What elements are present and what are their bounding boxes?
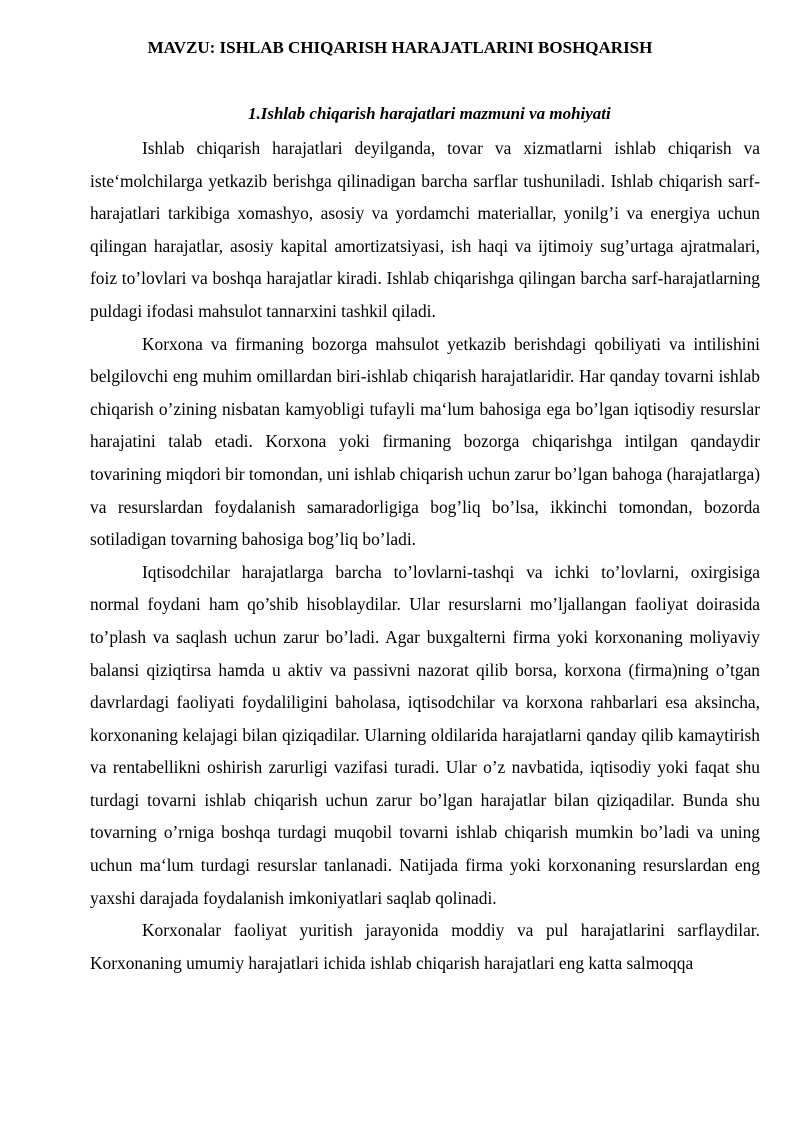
paragraph: Korxona va firmaning bozorga mahsulot yetkazib berishdagi qobiliyati va intilishini belgilovchi eng muhim omillardan biri-ishlab chiqarish harajatlaridir. Har qanday tovarni ishlab chiqarish o’zining nisbatan kamyobligi tufayli ma‘lum bahosiga ega bo’lgan iqtisodiy resurslar harajatini talab etadi. Korxona yoki firmaning bozorga chiqarishga intilgan qandaydir tovarining miqdori bir tomondan, uni ishlab chiqarish uchun zarur bo’lgan bahoga (harajatlarga) va resurslardan foydalanish samaradorligiga bog’liq bo’lsa, ikkinchi tomondan, bozorda sotiladigan tovarning bahosiga bog’liq bo’ladi.: [90, 333, 760, 550]
body-text: [90, 132, 760, 979]
document-title: MAVZU: ISHLAB CHIQARISH HARAJATLARINI BOSHQARISH: [147, 38, 653, 57]
section-heading: 1.Ishlab chiqarish harajatlari mazmuni va mohiyati: [248, 104, 611, 123]
paragraph: Korxonalar faoliyat yuritish jarayonida moddiy va pul harajatlarini sarflaydilar. Korxonaning umumiy harajatlari ichida ishlab chiqarish harajatlari eng katta salmoqqa: [90, 920, 760, 973]
paragraph: Iqtisodchilar harajatlarga barcha to’lovlarni-tashqi va ichki to’lovlarni, oxirgisiga normal foydani ham qo’shib hisoblaydilar. Ular resurslarni mo’ljallangan faoliyat doirasida to’plash va saqlash uchun zarur bo’ladi. Agar buxgalterni firma yoki korxonaning moliyaviy balansi qiziqtirsa hamda u aktiv va passivni nazorat qilib borsa, korxona (firma)ning o’tgan davrlardagi faoliyati foydaliligini baholasa, iqtisodchilar va korxona rahbarlari esa aksincha, korxonaning kelajagi bilan qiziqadilar. Ularning oldilarida harajatlarni qanday qilib kamaytirish va rentabellikni oshirish zarurligi vazifasi turadi. Ular o’z navbatida, iqtisodiy yoki faqat shu turdagi tovarni ishlab chiqarish uchun zarur bo’lgan harajatlar bilan qiziqadilar. Bunda shu tovarning o’rniga boshqa turdagi muqobil tovarni ishlab chiqarish mumkin bo’ladi va uning uchun ma‘lum turdagi resurslar tanlanadi. Natijada firma yoki korxonaning resurslardan eng yaxshi darajada foydalanish imkoniyatlari saqlab qolinadi.: [90, 561, 760, 908]
paragraph: Ishlab chiqarish harajatlari deyilganda, tovar va xizmatlarni ishlab chiqarish va iste‘molchilarga yetkazib berishga qilinadigan barcha sarflar tushuniladi. Ishlab chiqarish sarf-harajatlari tarkibiga xomashyo, asosiy va yordamchi materiallar, yonilg’i va energiya uchun qilingan harajatlar, asosiy kapital amortizatsiyasi, ish haqi va ijtimoiy sug’urtaga ajratmalari, foiz to’lovlari va boshqa harajatlar kiradi. Ishlab chiqarishga qilingan barcha sarf-harajatlarning puldagi ifodasi mahsulot tannarxini tashkil qiladi.: [90, 138, 760, 321]
